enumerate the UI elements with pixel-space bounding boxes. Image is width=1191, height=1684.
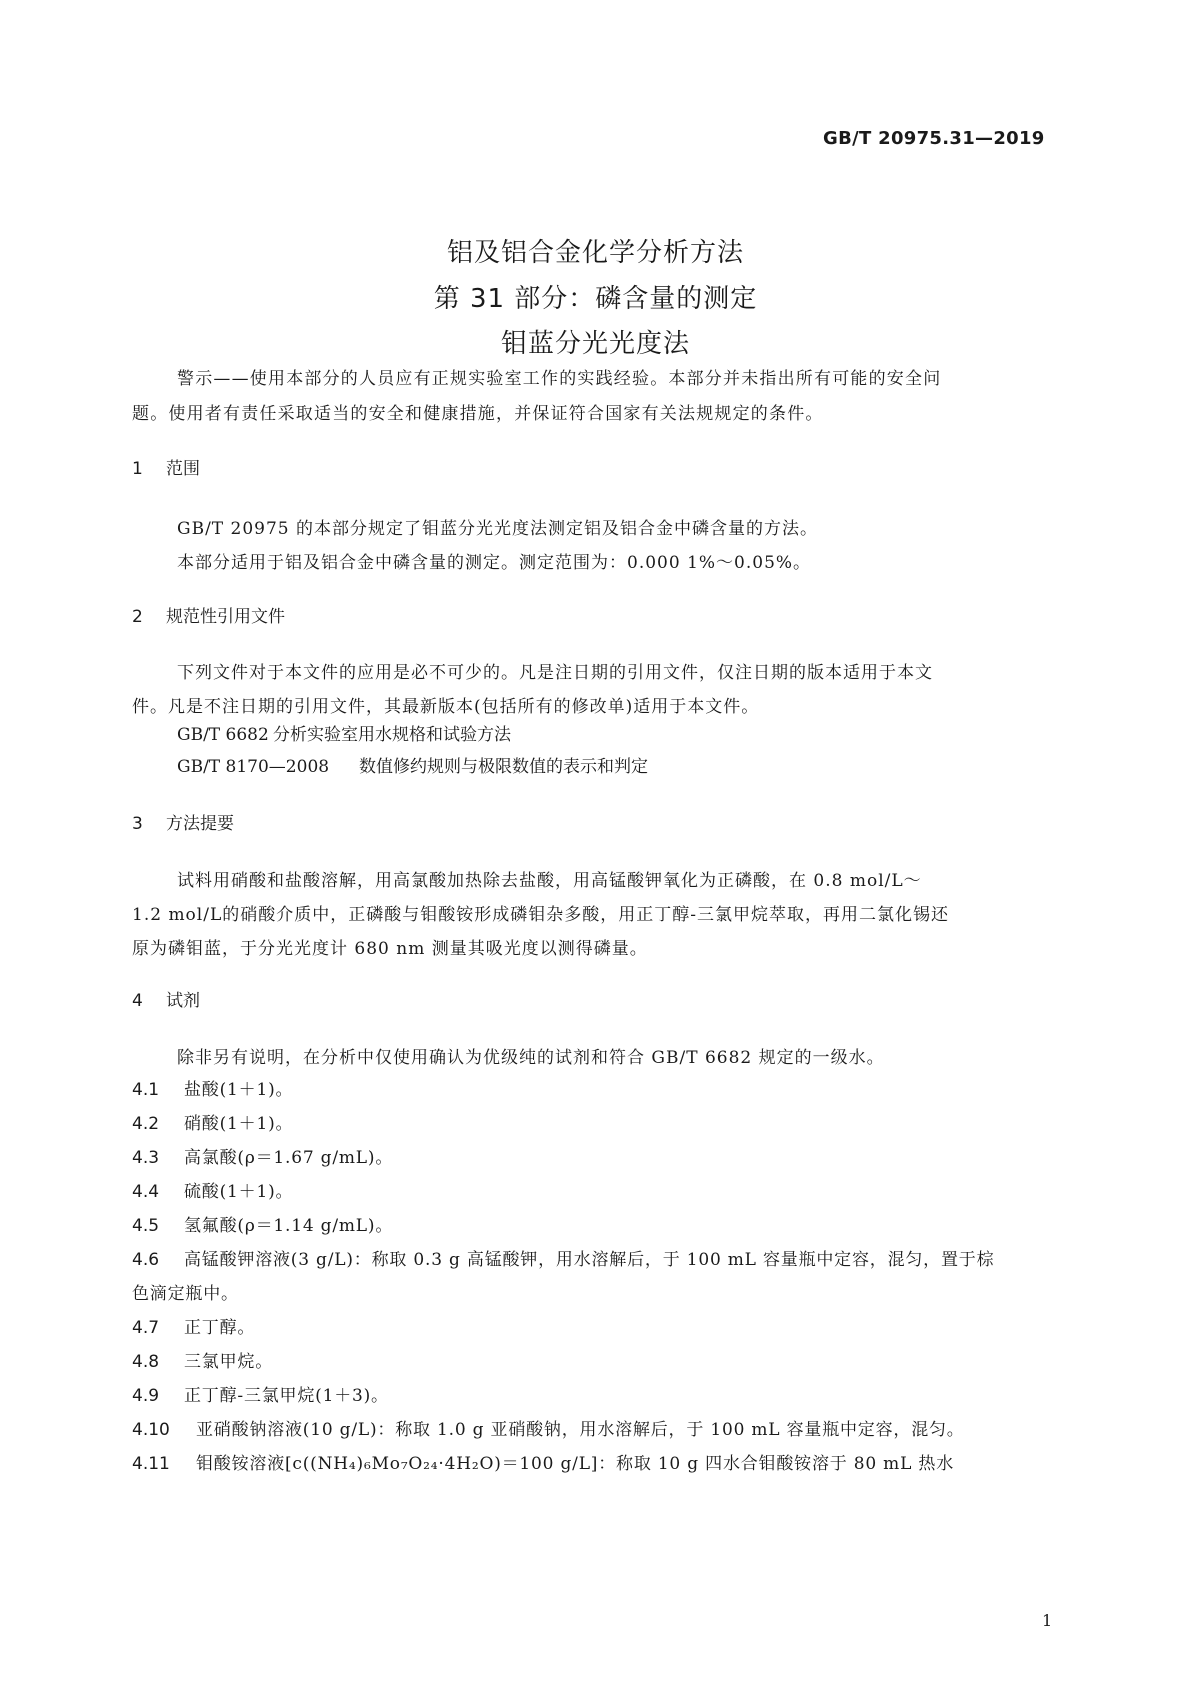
warning-block xyxy=(132,362,1060,432)
item-number: 4.2 xyxy=(132,1114,160,1134)
reagent-item xyxy=(132,1107,1060,1141)
title-line-3: 钼蓝分光光度法 xyxy=(500,329,690,359)
section-2-heading xyxy=(132,602,285,627)
section-1-body xyxy=(132,512,1060,580)
item-number: 4.10 xyxy=(132,1420,170,1440)
item-text: 正丁醇-三氯甲烷(1＋3)。 xyxy=(184,1386,389,1406)
item-text: 亚硝酸钠溶液(10 g/L)：称取 1.0 g 亚硝酸钠，用水溶解后，于 100 mL 容量瓶中定容，混匀。 xyxy=(196,1420,965,1440)
reference-code: GB/T 8170—2008 xyxy=(177,757,330,777)
item-number: 4.1 xyxy=(132,1080,160,1100)
reagent-item xyxy=(132,1311,1060,1345)
paragraph-line: 试料用硝酸和盐酸溶解，用高氯酸加热除去盐酸，用高锰酸钾氧化为正磷酸，在 0.8 mol/L～ xyxy=(177,871,922,891)
paragraph-line: 件。凡是不注日期的引用文件，其最新版本(包括所有的修改单)适用于本文件。 xyxy=(132,697,760,717)
item-text: 高氯酸(ρ＝1.67 g/mL)。 xyxy=(184,1148,394,1168)
item-text: 硫酸(1＋1)。 xyxy=(184,1182,294,1202)
section-number: 3 xyxy=(132,814,143,834)
item-number: 4.11 xyxy=(132,1454,170,1474)
item-text: 氢氟酸(ρ＝1.14 g/mL)。 xyxy=(184,1216,394,1236)
reference-code: GB/T 6682 xyxy=(177,725,269,745)
page-number: 1 xyxy=(1042,1611,1053,1630)
item-number: 4.9 xyxy=(132,1386,160,1406)
section-title: 试剂 xyxy=(166,991,200,1011)
reagent-item xyxy=(132,1243,1060,1277)
paragraph-line: 1.2 mol/L的硝酸介质中，正磷酸与钼酸铵形成磷钼杂多酸，用正丁醇-三氯甲烷萃取，再用二氯化锡还 xyxy=(132,905,949,925)
section-title: 范围 xyxy=(166,459,200,479)
reagent-item-continuation: 色滴定瓶中。 xyxy=(132,1284,239,1304)
reference-title: 分析实验室用水规格和试验方法 xyxy=(273,725,511,745)
reagent-item xyxy=(132,1073,1060,1107)
item-text: 高锰酸钾溶液(3 g/L)：称取 0.3 g 高锰酸钾，用水溶解后，于 100 mL 容量瓶中定容，混匀，置于棕 xyxy=(184,1250,995,1270)
section-title: 方法提要 xyxy=(166,814,234,834)
section-4-heading xyxy=(132,986,200,1011)
warning-line-1: 警示——使用本部分的人员应有正规实验室工作的实践经验。本部分并未指出所有可能的安全问 xyxy=(177,369,942,389)
item-text: 正丁醇。 xyxy=(184,1318,256,1338)
reagent-item xyxy=(132,1413,1060,1447)
section-number: 4 xyxy=(132,991,143,1011)
section-3-body xyxy=(132,864,1060,966)
section-3-heading xyxy=(132,809,234,834)
section-1-heading xyxy=(132,454,200,479)
reagent-item xyxy=(132,1209,1060,1243)
item-text: 硝酸(1＋1)。 xyxy=(184,1114,294,1134)
section-number: 1 xyxy=(132,459,143,479)
warning-line-2: 题。使用者有责任采取适当的安全和健康措施，并保证符合国家有关法规规定的条件。 xyxy=(132,404,824,424)
item-text: 钼酸铵溶液[c((NH₄)₆Mo₇O₂₄·4H₂O)＝100 g/L]：称取 10 g 四水合钼酸铵溶于 80 mL 热水 xyxy=(196,1454,954,1474)
reagent-item xyxy=(132,1345,1060,1379)
reagent-item xyxy=(132,1141,1060,1175)
reagent-list xyxy=(132,1073,1060,1481)
standard-code: GB/T 20975.31—2019 xyxy=(823,128,1045,149)
section-4-intro xyxy=(132,1041,1060,1075)
item-number: 4.3 xyxy=(132,1148,160,1168)
item-text: 三氯甲烷。 xyxy=(184,1352,273,1372)
item-number: 4.4 xyxy=(132,1182,160,1202)
title-line-1: 铝及铝合金化学分析方法 xyxy=(446,238,744,268)
paragraph: GB/T 20975 的本部分规定了钼蓝分光光度法测定铝及铝合金中磷含量的方法。 xyxy=(177,519,819,539)
reference-item xyxy=(177,720,511,745)
title-line-2: 第 31 部分：磷含量的测定 xyxy=(433,284,758,314)
item-number: 4.6 xyxy=(132,1250,160,1270)
reagent-item xyxy=(132,1447,1060,1481)
reference-item xyxy=(177,752,648,777)
reagent-item xyxy=(132,1379,1060,1413)
section-2-body xyxy=(132,656,1060,724)
section-number: 2 xyxy=(132,607,143,627)
section-title: 规范性引用文件 xyxy=(166,607,285,627)
item-number: 4.5 xyxy=(132,1216,160,1236)
reference-title: 数值修约规则与极限数值的表示和判定 xyxy=(359,757,648,777)
paragraph: 本部分适用于铝及铝合金中磷含量的测定。测定范围为：0.000 1%～0.05%。 xyxy=(177,553,812,573)
reagent-item xyxy=(132,1175,1060,1209)
item-number: 4.7 xyxy=(132,1318,160,1338)
paragraph-line: 下列文件对于本文件的应用是必不可少的。凡是注日期的引用文件，仅注日期的版本适用于本文 xyxy=(177,663,933,683)
paragraph: 除非另有说明，在分析中仅使用确认为优级纯的试剂和符合 GB/T 6682 规定的一级水。 xyxy=(177,1048,885,1068)
item-text: 盐酸(1＋1)。 xyxy=(184,1080,294,1100)
paragraph-line: 原为磷钼蓝，于分光光度计 680 nm 测量其吸光度以测得磷量。 xyxy=(132,939,648,959)
item-number: 4.8 xyxy=(132,1352,160,1372)
